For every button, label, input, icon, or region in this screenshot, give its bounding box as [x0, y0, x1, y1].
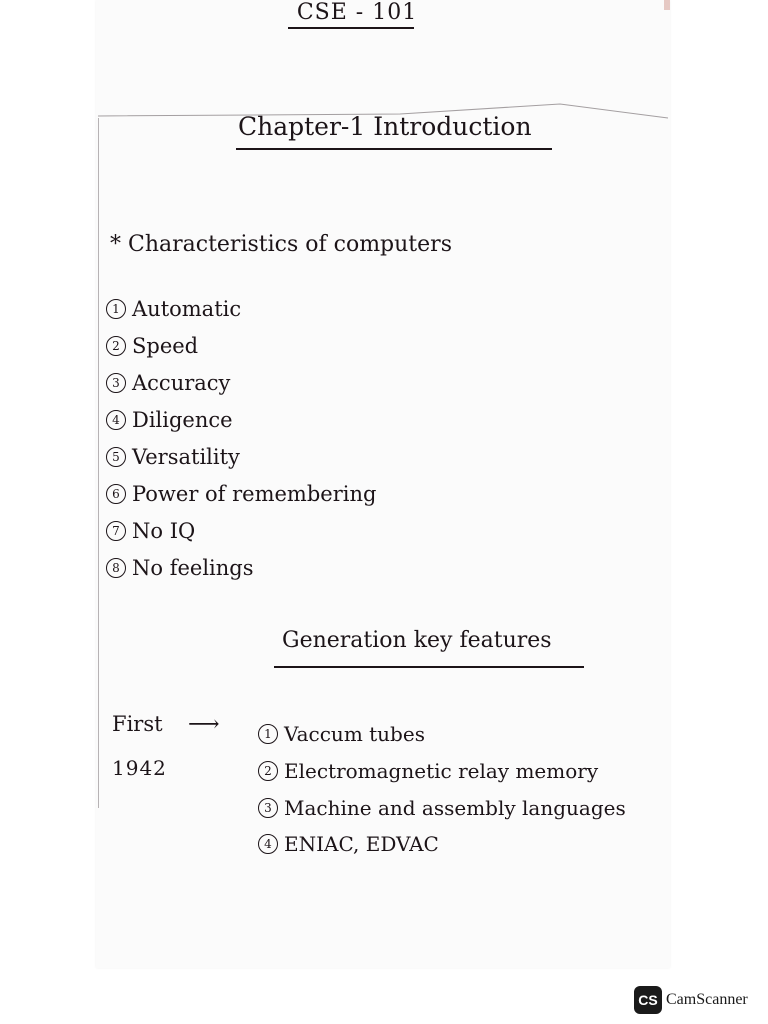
- list-item-text: Electromagnetic relay memory: [284, 759, 599, 783]
- list-item-text: Accuracy: [132, 370, 231, 395]
- list-item-text: Speed: [132, 333, 199, 358]
- page-edge-mark: [664, 0, 670, 10]
- section-title-underline: [274, 666, 584, 668]
- list-item: [258, 790, 626, 826]
- list-item: [106, 327, 376, 364]
- characteristics-heading: * Characteristics of computers: [110, 232, 452, 257]
- number-circle-icon: 1: [258, 724, 278, 744]
- list-item-text: Automatic: [132, 296, 242, 321]
- number-circle-icon: 2: [106, 336, 126, 356]
- number-circle-icon: 5: [106, 447, 126, 467]
- number-circle-icon: 4: [106, 410, 126, 430]
- course-code-underline: [288, 27, 414, 29]
- camscanner-name: CamScanner: [666, 991, 748, 1008]
- chapter-title: Chapter-1 Introduction: [238, 112, 532, 141]
- camscanner-watermark: [634, 986, 748, 1014]
- list-item: [258, 752, 626, 790]
- list-item-text: ENIAC, EDVAC: [284, 832, 439, 856]
- list-item: [106, 438, 376, 475]
- list-item-text: No feelings: [132, 555, 254, 580]
- list-item: [106, 475, 376, 512]
- section-title: Generation key features: [282, 628, 552, 653]
- generation-year: 1942: [112, 756, 167, 780]
- list-item: [106, 401, 376, 438]
- chapter-title-underline: [236, 148, 552, 150]
- number-circle-icon: 1: [106, 299, 126, 319]
- list-item-text: Diligence: [132, 407, 233, 432]
- list-item-text: Machine and assembly languages: [284, 796, 626, 820]
- list-item: [258, 716, 626, 752]
- list-item: [106, 364, 376, 401]
- generation-features-list: [258, 716, 626, 862]
- list-item-text: Versatility: [132, 444, 240, 469]
- list-item-text: Power of remembering: [132, 481, 377, 506]
- list-item-text: Vaccum tubes: [284, 722, 425, 746]
- generation-label: First: [112, 712, 163, 736]
- list-item: [106, 512, 376, 549]
- number-circle-icon: 3: [258, 798, 278, 818]
- characteristics-list: [106, 290, 376, 586]
- right-arrow-icon: ⟶: [188, 712, 220, 737]
- number-circle-icon: 8: [106, 558, 126, 578]
- number-circle-icon: 6: [106, 484, 126, 504]
- number-circle-icon: 7: [106, 521, 126, 541]
- list-item: [106, 549, 376, 586]
- list-item-text: No IQ: [132, 518, 196, 543]
- number-circle-icon: 2: [258, 761, 278, 781]
- course-code: CSE - 101: [296, 0, 418, 25]
- number-circle-icon: 4: [258, 834, 278, 854]
- list-item: [258, 826, 626, 862]
- list-item: [106, 290, 376, 327]
- number-circle-icon: 3: [106, 373, 126, 393]
- left-margin-line: [98, 118, 99, 808]
- camscanner-logo-icon: CS: [634, 986, 662, 1014]
